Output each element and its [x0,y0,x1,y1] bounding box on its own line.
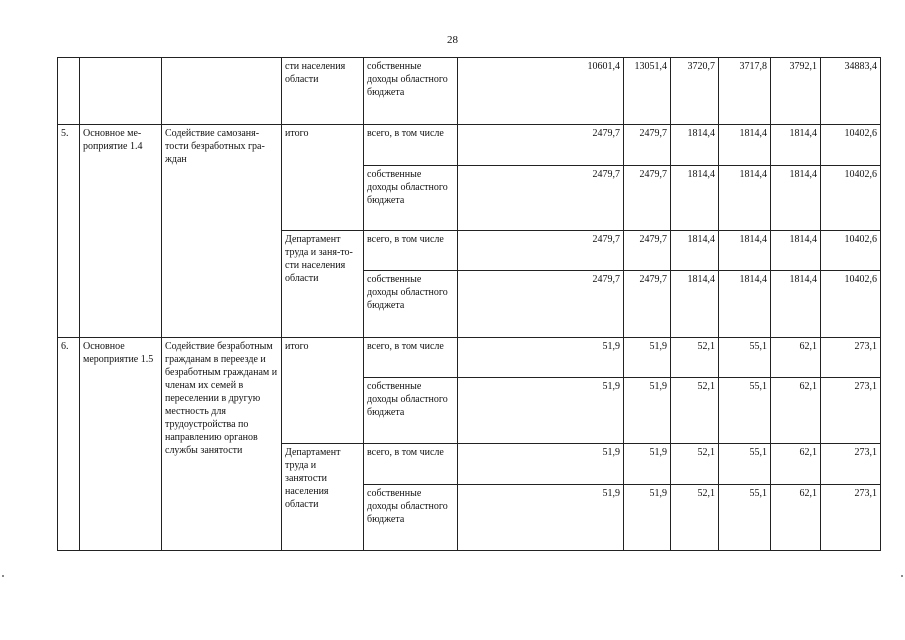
value-cell: 51,9 [458,338,624,378]
value-cell: 1814,4 [671,271,719,338]
executor-cell: итого [282,338,364,444]
executor-cell: итого [282,125,364,231]
value-cell: 273,1 [821,378,881,444]
scan-artifact [2,575,4,577]
value-cell: 62,1 [771,485,821,551]
value-cell: 1814,4 [671,231,719,271]
value-cell: 2479,7 [458,166,624,231]
value-cell: 55,1 [719,378,771,444]
value-cell: 2479,7 [458,271,624,338]
budget-table [57,57,881,551]
value-cell: 52,1 [671,444,719,485]
value-cell: 273,1 [821,485,881,551]
funding-source-cell: собственные доходы областного бюджета [364,378,458,444]
value-cell: 10601,4 [458,58,624,125]
value-cell: 1814,4 [671,166,719,231]
value-cell: 2479,7 [624,166,671,231]
table-row [58,125,881,166]
value-cell: 1814,4 [771,125,821,166]
row-number-cell: 6. [58,338,80,551]
value-cell: 1814,4 [771,271,821,338]
value-cell: 10402,6 [821,271,881,338]
value-cell: 3792,1 [771,58,821,125]
funding-source-cell: всего, в том числе [364,231,458,271]
funding-source-cell: собственные доходы областного бюджета [364,166,458,231]
scan-artifact [901,575,903,577]
value-cell: 51,9 [458,444,624,485]
value-cell: 51,9 [458,485,624,551]
value-cell: 52,1 [671,338,719,378]
value-cell: 51,9 [624,444,671,485]
value-cell: 52,1 [671,378,719,444]
funding-source-cell: собственные доходы областного бюджета [364,485,458,551]
activity-name-cell: Основное мероприятие 1.5 [80,338,162,551]
value-cell: 52,1 [671,485,719,551]
value-cell: 2479,7 [458,231,624,271]
row-number-cell: 5. [58,125,80,338]
value-cell: 273,1 [821,338,881,378]
funding-source-cell: собственные доходы областного бюджета [364,271,458,338]
executor-cell: сти населения области [282,58,364,125]
activity-name-cell: Основное ме-роприятие 1.4 [80,125,162,338]
value-cell: 10402,6 [821,125,881,166]
value-cell: 51,9 [624,378,671,444]
activity-name-cell [80,58,162,125]
value-cell: 3717,8 [719,58,771,125]
value-cell: 1814,4 [671,125,719,166]
activity-goal-cell [162,58,282,125]
value-cell: 3720,7 [671,58,719,125]
activity-goal-cell: Содействие самозаня-тости безработных гра-ждан [162,125,282,338]
value-cell: 62,1 [771,378,821,444]
value-cell: 1814,4 [771,231,821,271]
value-cell: 55,1 [719,338,771,378]
value-cell: 10402,6 [821,166,881,231]
funding-source-cell: всего, в том числе [364,338,458,378]
value-cell: 273,1 [821,444,881,485]
value-cell: 51,9 [458,378,624,444]
value-cell: 1814,4 [719,125,771,166]
value-cell: 13051,4 [624,58,671,125]
activity-goal-cell: Содействие безработным гражданам в переезде и безработным гражданам и членам их семей в переселении в другую местность для трудоустройства по направлению органов службы занятости [162,338,282,551]
table-row [58,58,881,125]
value-cell: 51,9 [624,485,671,551]
row-number-cell [58,58,80,125]
funding-source-cell: всего, в том числе [364,444,458,485]
value-cell: 55,1 [719,444,771,485]
value-cell: 55,1 [719,485,771,551]
value-cell: 1814,4 [719,271,771,338]
value-cell: 62,1 [771,444,821,485]
executor-cell: Департамент труда и заня-то-сти населения области [282,231,364,338]
value-cell: 2479,7 [624,231,671,271]
value-cell: 2479,7 [624,125,671,166]
executor-cell: Департамент труда и занятости населения области [282,444,364,551]
value-cell: 2479,7 [624,271,671,338]
value-cell: 51,9 [624,338,671,378]
value-cell: 2479,7 [458,125,624,166]
value-cell: 62,1 [771,338,821,378]
table-row [58,338,881,378]
value-cell: 1814,4 [719,166,771,231]
value-cell: 1814,4 [771,166,821,231]
value-cell: 10402,6 [821,231,881,271]
funding-source-cell: всего, в том числе [364,125,458,166]
page-number: 28 [447,34,458,46]
value-cell: 1814,4 [719,231,771,271]
value-cell: 34883,4 [821,58,881,125]
funding-source-cell: собственные доходы областного бюджета [364,58,458,125]
